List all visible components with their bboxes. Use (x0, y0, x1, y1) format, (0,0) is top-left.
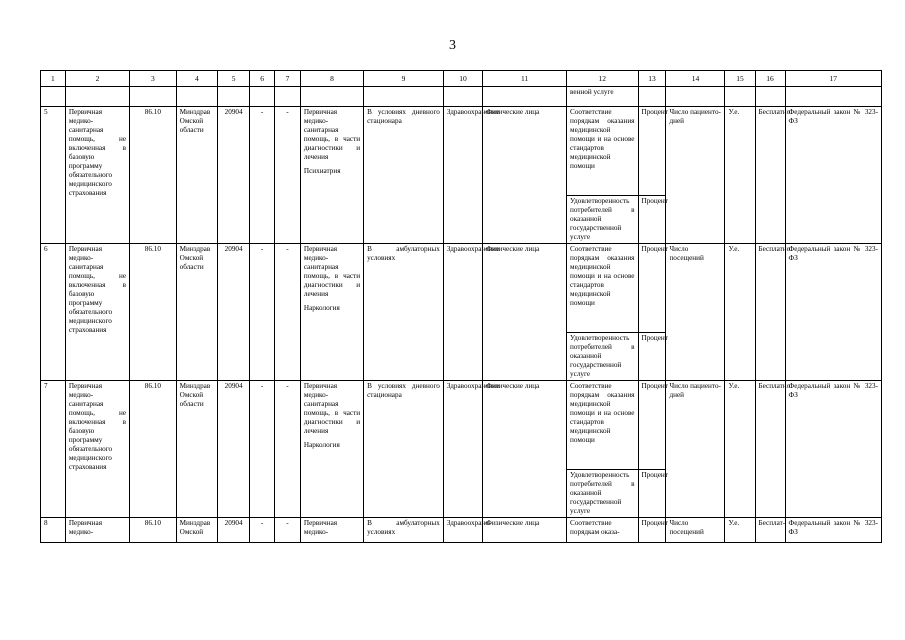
cell-code: 20904 (218, 244, 250, 381)
services-registry-table (40, 70, 882, 543)
cell-volume-unit: У.е. (725, 518, 755, 543)
cell-conditions: В амбулаторных условиях (364, 518, 444, 543)
cell-consumers: Физические лица (483, 107, 567, 244)
cell-okved: 86.10 (130, 381, 177, 518)
col-header: 15 (725, 71, 755, 87)
continuation-row (41, 87, 882, 107)
cell-col7: - (275, 381, 301, 518)
cell-law: Федеральный закон № 323-ФЗ (785, 107, 881, 244)
cell-indicator: венной услуге (567, 87, 638, 107)
cell-payment: Бесплатно (755, 244, 785, 381)
cell-consumers: Физические лица (483, 381, 567, 518)
cell-law: Федеральный закон № 323-ФЗ (785, 381, 881, 518)
cell-indicator: Соответствие порядкам оказания медицинской помощи и на основе стандартов медицинской помощи (567, 107, 638, 196)
cell-col6: - (250, 107, 275, 244)
content-text: Первичная медико-санитарная помощь, в части диагностики и лечения (303, 108, 361, 161)
cell-payment: Бесплатно (755, 381, 785, 518)
cell-indicator: Соответствие порядкам оказания медицинской помощи и на основе стандартов медицинской помощи (567, 381, 638, 470)
cell-indicator-unit: Процент (638, 518, 666, 543)
cell-col7: - (275, 244, 301, 381)
table-row (41, 244, 882, 333)
cell-service-name: Первичная медико-санитарная помощь, не включенная в базовую программу обязательного медицинского страхования (65, 381, 129, 518)
col-header: 5 (218, 71, 250, 87)
cell-indicator: Соответствие порядкам оказания медицинской помощи и на основе стандартов медицинской помощи (567, 244, 638, 333)
cell-volume: Число пациенто-дней (666, 107, 725, 244)
cell-volume: Число посещений (666, 244, 725, 381)
cell-code: 20904 (218, 381, 250, 518)
cell-okved: 86.10 (130, 244, 177, 381)
page-number: 3 (449, 38, 456, 53)
cell-number: 7 (41, 381, 66, 518)
col-header: 13 (638, 71, 666, 87)
col-header: 4 (176, 71, 217, 87)
table-row (41, 107, 882, 196)
cell-organization: Минздрав Омской (176, 518, 217, 543)
cell-indicator-unit: Процент (638, 381, 666, 470)
cell-code: 20904 (218, 518, 250, 543)
cell-consumers: Физические лица (483, 244, 567, 381)
col-header: 12 (567, 71, 638, 87)
cell-code: 20904 (218, 107, 250, 244)
cell-volume-unit: У.е. (725, 244, 755, 381)
cell-sphere: Здравоохране- (443, 518, 482, 543)
col-header: 10 (443, 71, 482, 87)
cell-indicator: Удовлетворенность потребителей в оказанной государственной услуге (567, 333, 638, 381)
cell-number: 8 (41, 518, 66, 543)
cell-conditions: В условиях дневного стационара (364, 107, 444, 244)
col-header: 3 (130, 71, 177, 87)
col-header: 6 (250, 71, 275, 87)
cell-sphere: Здравоохранение (443, 107, 482, 244)
cell-number: 6 (41, 244, 66, 381)
cell-conditions: В условиях дневного стационара (364, 381, 444, 518)
cell-indicator-unit: Процент (638, 244, 666, 333)
table-row (41, 518, 882, 543)
cell-content (300, 107, 363, 244)
content-text: Первичная медико-санитарная помощь, в части диагностики и лечения (303, 382, 361, 435)
cell-content (300, 244, 363, 381)
cell-sphere: Здравоохранение (443, 381, 482, 518)
col-header: 7 (275, 71, 301, 87)
col-header: 9 (364, 71, 444, 87)
cell-col7: - (275, 518, 301, 543)
cell-volume: Число посещений (666, 518, 725, 543)
cell-payment: Бесплат- (755, 518, 785, 543)
cell-content: Первичная медико- (300, 518, 363, 543)
content-profile: Наркология (303, 304, 340, 312)
cell-okved: 86.10 (130, 518, 177, 543)
cell-indicator-unit: Процент (638, 196, 666, 244)
content-profile: Психиатрия (303, 167, 341, 175)
cell-volume-unit: У.е. (725, 107, 755, 244)
content-profile: Наркология (303, 441, 340, 449)
header-row (41, 71, 882, 87)
cell-indicator-unit: Процент (638, 333, 666, 381)
cell-indicator: Соответствие порядкам оказа- (567, 518, 638, 543)
table-row (41, 381, 882, 470)
cell-content (300, 381, 363, 518)
col-header: 2 (65, 71, 129, 87)
cell-indicator: Удовлетворенность потребителей в оказанной государственной услуге (567, 196, 638, 244)
col-header: 8 (300, 71, 363, 87)
cell-organization: Минздрав Омской области (176, 381, 217, 518)
cell-volume-unit: У.е. (725, 381, 755, 518)
cell-sphere: Здравоохранение (443, 244, 482, 381)
cell-conditions: В амбулаторных условиях (364, 244, 444, 381)
cell-indicator-unit: Процент (638, 470, 666, 518)
cell-col6: - (250, 381, 275, 518)
cell-col6: - (250, 244, 275, 381)
cell-indicator: Удовлетворенность потребителей в оказанной государственной услуге (567, 470, 638, 518)
cell-organization: Минздрав Омской области (176, 244, 217, 381)
cell-volume: Число пациенто-дней (666, 381, 725, 518)
content-text: Первичная медико-санитарная помощь, в части диагностики и лечения (303, 245, 361, 298)
cell-indicator-unit: Процент (638, 107, 666, 196)
cell-okved: 86.10 (130, 107, 177, 244)
cell-law: Федеральный закон № 323-ФЗ (785, 244, 881, 381)
cell-service-name: Первичная медико-санитарная помощь, не включенная в базовую программу обязательного медицинского страхования (65, 244, 129, 381)
col-header: 14 (666, 71, 725, 87)
cell-service-name: Первичная медико-санитарная помощь, не включенная в базовую программу обязательного медицинского страхования (65, 107, 129, 244)
col-header: 1 (41, 71, 66, 87)
cell-service-name: Первичная медико- (65, 518, 129, 543)
col-header: 11 (483, 71, 567, 87)
col-header: 17 (785, 71, 881, 87)
cell-law: Федеральный закон № 323-ФЗ (785, 518, 881, 543)
cell-payment: Бесплатно (755, 107, 785, 244)
col-header: 16 (755, 71, 785, 87)
cell-consumers: Физические лица (483, 518, 567, 543)
cell-col7: - (275, 107, 301, 244)
cell-col6: - (250, 518, 275, 543)
cell-number: 5 (41, 107, 66, 244)
cell-organization: Минздрав Омской области (176, 107, 217, 244)
